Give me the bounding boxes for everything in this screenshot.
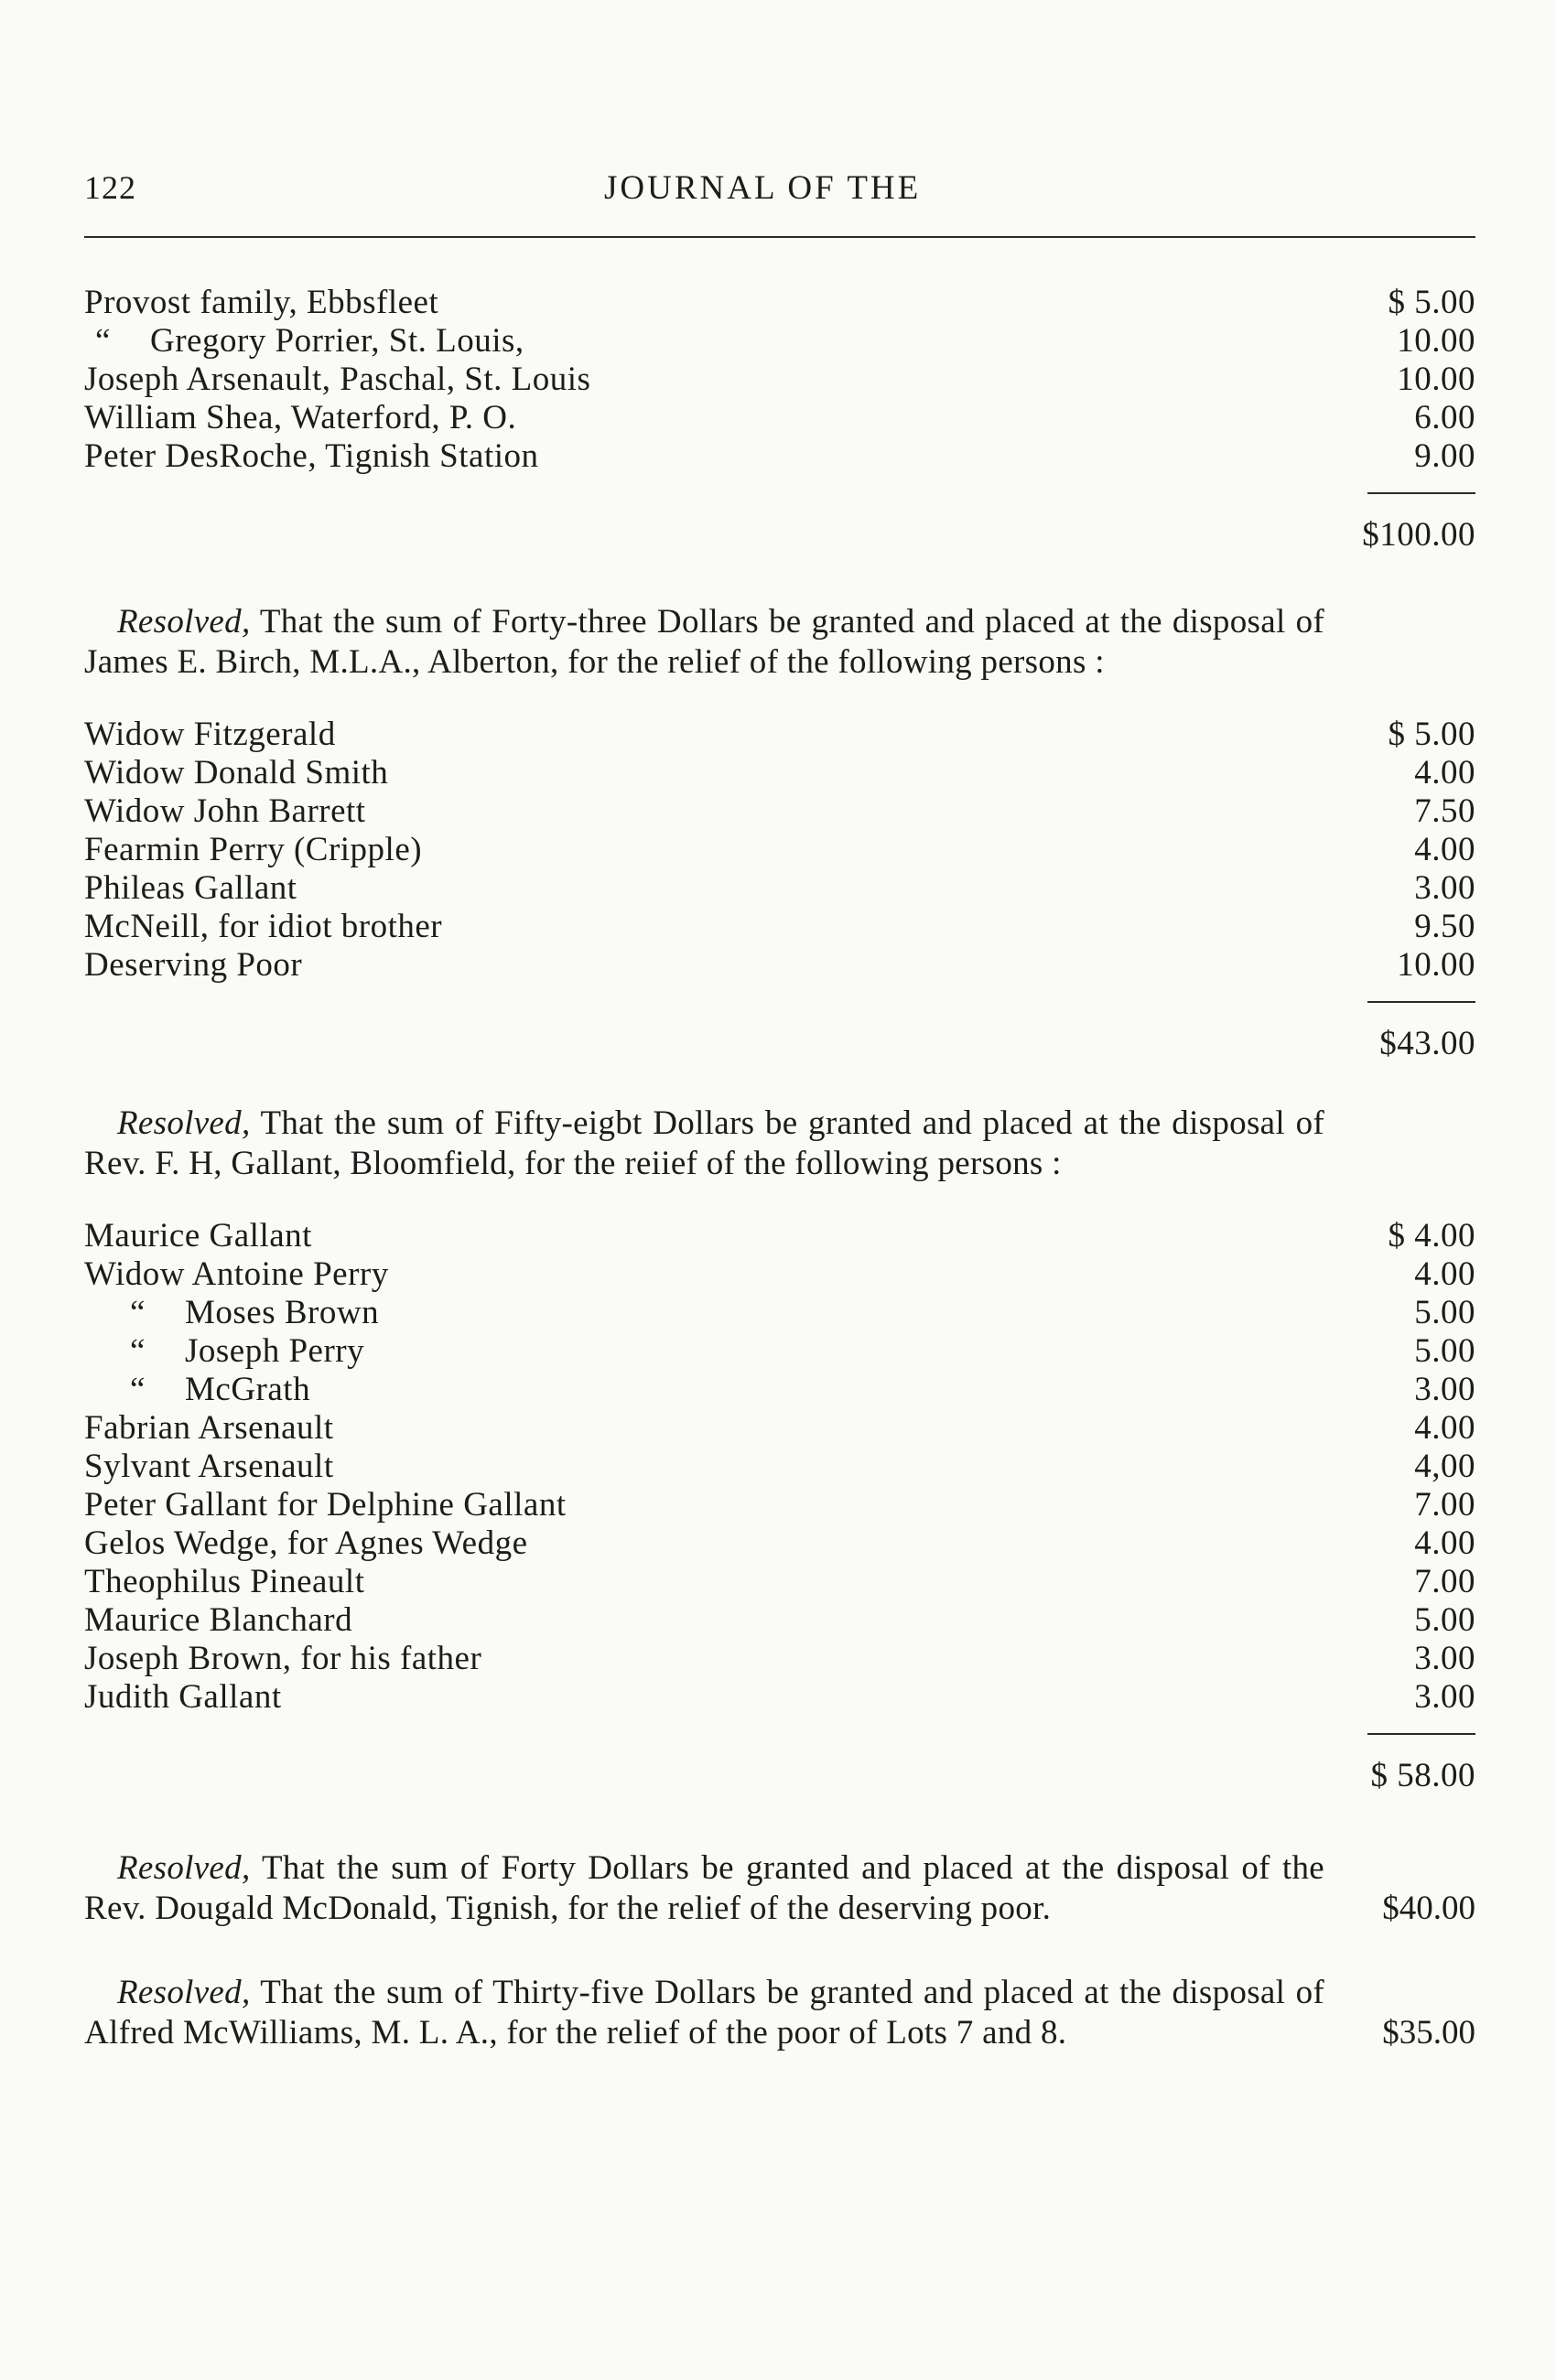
section-total: $100.00 [1362,516,1475,554]
resolution-amount: $40.00 [1382,1890,1475,1927]
item-name: Gelos Wedge, for Agnes Wedge [84,1524,528,1562]
item-amount: 3.00 [1414,1371,1475,1408]
item-name: McGrath [185,1371,311,1408]
list-item [84,1217,1475,1255]
item-amount: $ 4.00 [1388,1217,1475,1255]
resolution-paragraph [84,602,1324,683]
item-name: Provost family, Ebbsfleet [84,284,439,321]
item-amount: 4.00 [1414,831,1475,868]
list-item [84,1524,1475,1563]
resolution-paragraph [84,1973,1324,2053]
item-name: Peter DesRoche, Tignish Station [84,437,539,475]
resolved-lead: Resolved, [117,1104,251,1142]
list-item [84,792,1475,831]
item-name: Phileas Gallant [84,869,297,907]
item-amount: 5.00 [1414,1294,1475,1331]
resolved-lead: Resolved, [117,1849,251,1887]
item-name: Peter Gallant for Delphine Gallant [84,1486,567,1524]
item-name: Maurice Blanchard [84,1601,353,1639]
item-name: Maurice Gallant [84,1217,312,1255]
item-amount: 5.00 [1414,1332,1475,1370]
item-amount: 7.50 [1414,792,1475,830]
item-name: William Shea, Waterford, P. O. [84,399,517,436]
item-name: Moses Brown [185,1294,380,1331]
resolution-text: That the sum of Thirty-five Dollars be granted and placed at the disposal of Alfred McWilliams, M. L. A., for the relief of the poor of Lots 7 and 8. [84,1974,1324,2052]
list-item [84,284,1475,322]
list-item [84,361,1475,399]
list-item [84,1640,1475,1678]
list-item [84,1678,1475,1717]
list-item [84,1255,1475,1294]
relief-list-3 [84,1217,1475,1795]
page-header [84,168,1475,214]
list-item [84,1409,1475,1448]
list-item [84,1486,1475,1524]
resolution-amount: $35.00 [1382,2014,1475,2052]
running-head: JOURNAL OF THE [604,169,922,207]
item-amount: 4.00 [1414,1524,1475,1562]
total-rule [1367,1733,1475,1735]
item-name: Gregory Porrier, St. Louis, [150,322,524,360]
item-amount: 9.00 [1414,437,1475,475]
ditto-mark: “ [130,1332,146,1370]
total-rule [1367,1001,1475,1003]
item-amount: 7.00 [1414,1486,1475,1524]
item-name: Theophilus Pineault [84,1563,365,1600]
item-amount: 5.00 [1414,1601,1475,1639]
ditto-mark: “ [130,1294,146,1331]
item-amount: 4.00 [1414,754,1475,792]
relief-list-1 [84,284,1475,555]
relief-list-2 [84,716,1475,1063]
list-item [84,1332,1475,1371]
list-item [84,908,1475,946]
item-name: Fearmin Perry (Cripple) [84,831,423,868]
item-amount: 3.00 [1414,1640,1475,1677]
section-total: $ 58.00 [1370,1757,1475,1794]
item-name: Widow Donald Smith [84,754,389,792]
header-rule [84,236,1475,238]
ditto-mark: “ [95,322,111,360]
resolved-lead: Resolved, [117,603,251,641]
item-amount: 10.00 [1397,946,1475,984]
list-item [84,1601,1475,1640]
item-name: Joseph Perry [185,1332,365,1370]
item-name: Joseph Brown, for his father [84,1640,482,1677]
item-name: Widow Fitzgerald [84,716,336,753]
total-rule [1367,492,1475,494]
item-amount: 4,00 [1414,1448,1475,1485]
item-name: Widow Antoine Perry [84,1255,389,1293]
item-amount: 3.00 [1414,869,1475,907]
item-name: Sylvant Arsenault [84,1448,334,1485]
item-name: Judith Gallant [84,1678,282,1716]
list-item [84,399,1475,437]
list-item [84,1563,1475,1601]
list-item [84,946,1475,985]
resolution-with-amount [84,1973,1475,2053]
resolved-lead: Resolved, [117,1974,251,2011]
item-amount: $ 5.00 [1388,716,1475,753]
item-amount: 10.00 [1397,322,1475,360]
item-name: McNeill, for idiot brother [84,908,443,945]
ditto-mark: “ [130,1371,146,1408]
item-amount: 4.00 [1414,1255,1475,1293]
item-amount: 4.00 [1414,1409,1475,1447]
item-name: Widow John Barrett [84,792,366,830]
list-item [84,716,1475,754]
list-item [84,869,1475,908]
resolution-text: That the sum of Forty Dollars be granted and placed at the disposal of the Rev. Dougald McDonald, Tignish, for the relief of the deserving poor. [84,1849,1324,1927]
item-amount: 6.00 [1414,399,1475,436]
list-item [84,437,1475,476]
list-item [84,322,1475,361]
item-amount: 10.00 [1397,361,1475,398]
item-name: Joseph Arsenault, Paschal, St. Louis [84,361,591,398]
page-number: 122 [84,169,136,206]
resolution-paragraph [84,1104,1324,1184]
list-item [84,831,1475,869]
item-name: Fabrian Arsenault [84,1409,334,1447]
page-content [84,284,1475,2053]
item-amount: $ 5.00 [1388,284,1475,321]
list-item [84,754,1475,792]
resolution-with-amount [84,1848,1475,1929]
resolution-text: That the sum of Forty-three Dollars be granted and placed at the disposal of James E. Birch, M.L.A., Alberton, for the relief of the following persons : [84,603,1324,681]
list-item [84,1448,1475,1486]
resolution-paragraph [84,1848,1324,1929]
resolution-text: That the sum of Fifty-eigbt Dollars be granted and placed at the disposal of Rev. F. H, Gallant, Bloomfield, for the reiief of the following persons : [84,1104,1324,1182]
item-amount: 9.50 [1414,908,1475,945]
list-item [84,1371,1475,1409]
item-name: Deserving Poor [84,946,303,984]
item-amount: 7.00 [1414,1563,1475,1600]
item-amount: 3.00 [1414,1678,1475,1716]
section-total: $43.00 [1379,1025,1475,1062]
list-item [84,1294,1475,1332]
